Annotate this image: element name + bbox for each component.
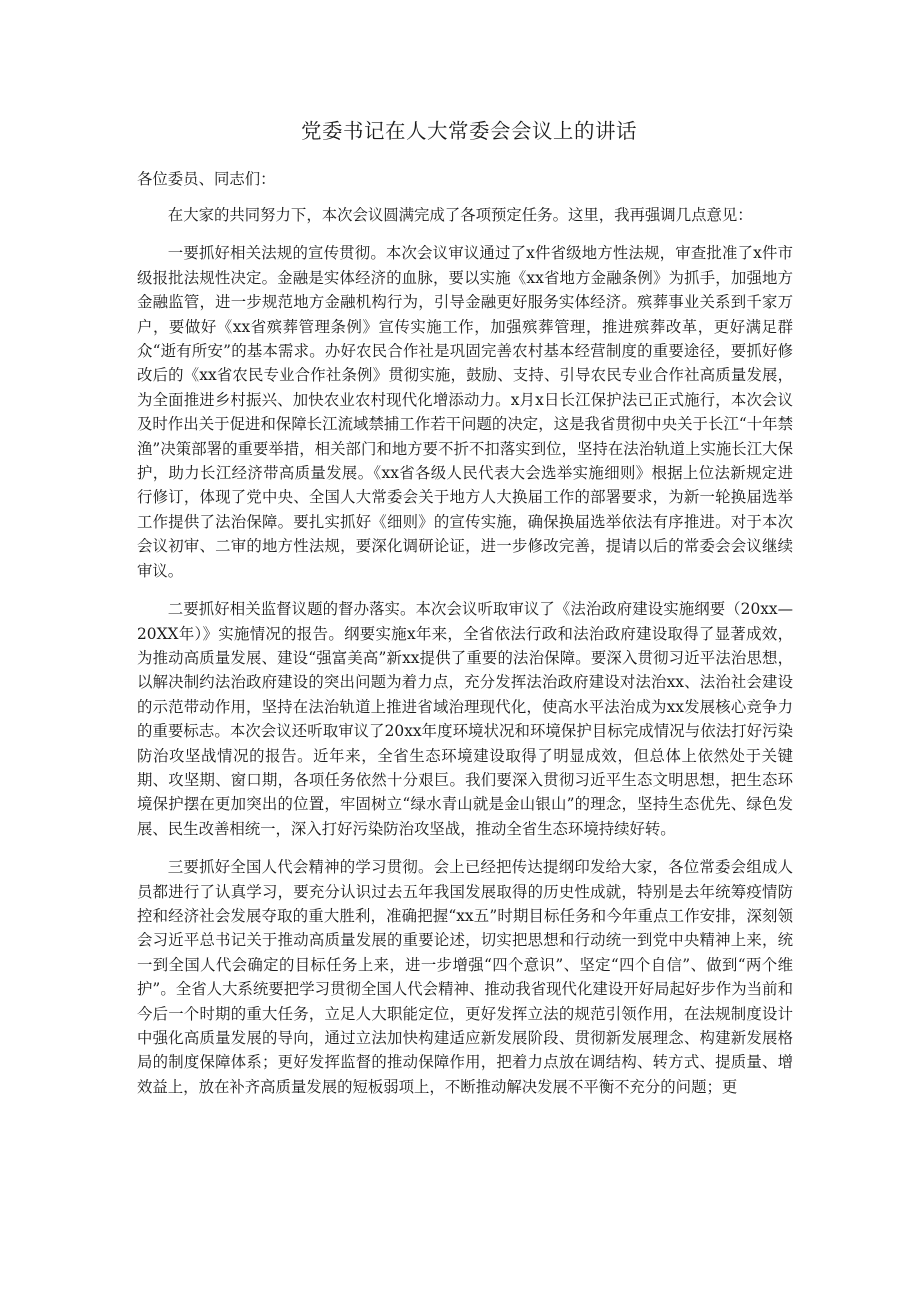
paragraph-3: 三要抓好全国人代会精神的学习贯彻。会上已经把传达提纲印发给大家，各位常委会组成人员都进行了认真学习，要充分认识过去五年我国发展取得的历史性成就，特别是去年统筹疫情防控和经济社会发展夺取的重大胜利，准确把握“xx五”时期目标任务和今年重点工作安排，深刻领会习近平总书记关于推动高质量发展的重要论述，切实把思想和行动统一到党中央精神上来，统一到全国人代会确定的目标任务上来，进一步增强“四个意识”、坚定“四个自信”、做到“两个维护”。全省人大系统要把学习贯彻全国人代会精神、推动我省现代化建设开好局起好步作为当前和今后一个时期的重大任务，立足人大职能定位，更好发挥立法的规范引领作用，在法规制度设计中强化高质量发展的导向，通过立法加快构建适应新发展阶段、贯彻新发展理念、构建新发展格局的制度保障体系；更好发挥监督的推动保障作用，把着力点放在调结构、转方式、提质量、增效益上，放在补齐高质量发展的短板弱项上，不断推动解决发展不平衡不充分的问题；更 — [137, 858, 793, 1096]
document-title: 党委书记在人大常委会会议上的讲话 — [301, 119, 637, 143]
paragraph-2: 二要抓好相关监督议题的督办落实。本次会议听取审议了《法治政府建设实施纲要（20xx—20XX年）》实施情况的报告。纲要实施x年来，全省依法行政和法治政府建设取得了显著成效，为推动高质量发展、建设“强富美高”新xx提供了重要的法治保障。要深入贯彻习近平法治思想，以解决制约法治政府建设的突出问题为着力点，充分发挥法治政府建设对法治xx、法治社会建设的示范带动作用，坚持在法治轨道上推进省域治理现代化，使高水平法治成为xx发展核心竞争力的重要标志。本次会议还听取审议了20xx年度环境状况和环境保护目标完成情况与依法打好污染防治攻坚战情况的报告。近年来，全省生态环境建设取得了明显成效，但总体上依然处于关键期、攻坚期、窗口期，各项任务依然十分艰巨。我们要深入贯彻习近平生态文明思想，把生态环境保护摆在更加突出的位置，牢固树立“绿水青山就是金山银山”的理念，坚持生态优先、绿色发展、民生改善相统一，深入打好污染防治攻坚战，推动全省生态环境持续好转。 — [137, 600, 793, 838]
document-page — [137, 0, 793, 1099]
paragraph-intro: 在大家的共同努力下，本次会议圆满完成了各项预定任务。这里，我再强调几点意见： — [167, 206, 753, 224]
salutation: 各位委员、同志们： — [137, 170, 276, 188]
paragraph-1: 一要抓好相关法规的宣传贯彻。本次会议审议通过了x件省级地方性法规，审查批准了x件市级报批法规性决定。金融是实体经济的血脉，要以实施《xx省地方金融条例》为抓手，加强地方金融监管，进一步规范地方金融机构行为，引导金融更好服务实体经济。殡葬事业关系到千家万户，要做好《xx省殡葬管理条例》宣传实施工作，加强殡葬管理，推进殡葬改革，更好满足群众“逝有所安”的基本需求。办好农民合作社是巩固完善农村基本经营制度的重要途径，要抓好修改后的《xx省农民专业合作社条例》贯彻实施，鼓励、支持、引导农民专业合作社高质量发展，为全面推进乡村振兴、加快农业农村现代化增添动力。x月x日长江保护法已正式施行，本次会议及时作出关于促进和保障长江流域禁捕工作若干问题的决定，这是我省贯彻中央关于长江“十年禁渔”决策部署的重要举措，相关部门和地方要不折不扣落实到位，坚持在法治轨道上实施长江大保护，助力长江经济带高质量发展。《xx省各级人民代表大会选举实施细则》根据上位法新规定进行修订，体现了党中央、全国人大常委会关于地方人大换届工作的部署要求，为新一轮换届选举工作提供了法治保障。要扎实抓好《细则》的宣传实施，确保换届选举依法有序推进。对于本次会议初审、二审的地方性法规，要深化调研论证，进一步修改完善，提请以后的常委会会议继续审议。 — [137, 244, 793, 580]
